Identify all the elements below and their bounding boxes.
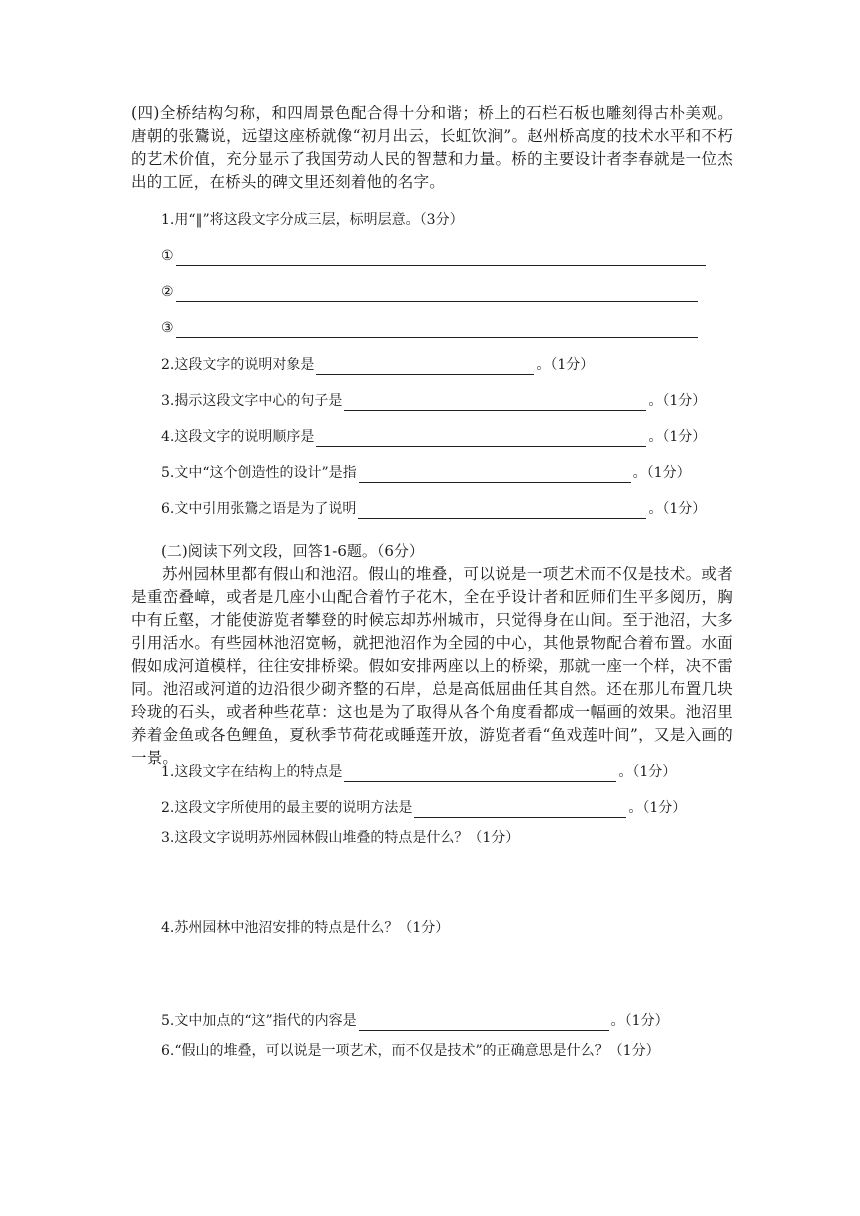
layer-3-answer-blank[interactable] [176, 321, 698, 338]
s4-q2-suffix: 。（1分） [536, 357, 595, 373]
s2-q4-text: 4.苏州园林中池沼安排的特点是什么？（1分） [161, 920, 450, 936]
section2-paragraph: 苏州园林里都有假山和池沼。假山的堆叠，可以说是一项艺术而不仅是技术。或者是重峦叠嶂，或者是几座小山配合着竹子花木，全在乎设计者和匠师们生平多阅历，胸中有丘壑，才能使游览者攀登的时候忘却苏州城市，只觉得身在山间。至于池沼，大多引用活水。有些园林池沼宽畅，就把池沼作为全园的中心，其他景物配合着布置。水面假如成河道模样，往往安排桥梁。假如安排两座以上的桥梁，那就一座一个样，决不雷同。池沼或河道的边沿很少砌齐整的石岸，总是高低屈曲任其自然。还在那儿布置几块玲珑的石头，或者种些花草：这也是为了取得从各个角度看都成一幅画的效果。池沼里养着金鱼或各色鲤鱼，夏秋季节荷花或睡莲开放，游览者看“鱼戏莲叶间”，又是入画的一景。 [131, 565, 733, 767]
section4-paragraph: (四)全桥结构匀称，和四周景色配合得十分和谐；桥上的石栏石板也雕刻得古朴美观。唐朝的张鷟说，远望这座桥就像“初月出云，长虹饮涧”。赵州桥高度的技术水平和不朽的艺术价值，充分显示了我国劳动人民的智慧和力量。桥的主要设计者李春就是一位杰出的工匠，在桥头的碑文里还刻着他的名字。 [131, 104, 733, 191]
s4-layer-1-line [161, 246, 708, 266]
s4-question-1 [161, 210, 464, 230]
s2-q3-text: 3.这段文字说明苏州园林假山堆叠的特点是什么？（1分） [161, 830, 520, 846]
s2-q2-answer-blank[interactable] [414, 801, 626, 818]
s4-q2-prefix: 2.这段文字的说明对象是 [161, 357, 315, 373]
s4-q5-answer-blank[interactable] [359, 466, 631, 483]
s2-q5-prefix: 5.文中加点的“这”指代的内容是 [161, 1013, 357, 1029]
s2-q5-answer-blank[interactable] [359, 1014, 609, 1031]
s4-question-4 [161, 427, 706, 447]
s2-q5-suffix: 。（1分） [610, 1013, 669, 1029]
s2-question-4 [161, 918, 449, 938]
layer-1-answer-blank[interactable] [176, 249, 706, 266]
layer-2-marker: ② [161, 284, 174, 300]
s4-q1-text: 1.用“‖”将这段文字分成三层，标明层意。（3分） [161, 212, 464, 228]
layer-1-marker: ① [161, 248, 174, 264]
s4-question-6 [161, 499, 706, 519]
s2-question-2 [161, 798, 686, 818]
s2-q2-suffix: 。（1分） [628, 800, 687, 816]
s4-question-5 [161, 463, 691, 483]
s2-question-6 [161, 1041, 660, 1061]
s2-q2-prefix: 2.这段文字所使用的最主要的说明方法是 [161, 800, 413, 816]
s2-q1-suffix: 。（1分） [618, 764, 677, 780]
s4-layer-2-line [161, 282, 700, 302]
s4-question-3 [161, 391, 706, 411]
s2-question-5 [161, 1011, 669, 1031]
s4-q6-suffix: 。（1分） [648, 501, 707, 517]
s2-question-1 [161, 762, 676, 782]
s4-q4-suffix: 。（1分） [648, 429, 707, 445]
s2-question-3 [161, 828, 519, 848]
s4-layer-3-line [161, 318, 700, 338]
s4-q3-prefix: 3.揭示这段文字中心的句子是 [161, 393, 343, 409]
s4-q6-answer-blank[interactable] [358, 502, 646, 519]
section2-heading: (二)阅读下列文段，回答1-6题。（6分） [161, 542, 424, 560]
s4-q4-prefix: 4.这段文字的说明顺序是 [161, 429, 315, 445]
s4-q2-answer-blank[interactable] [316, 358, 534, 375]
s4-q6-prefix: 6.文中引用张鷟之语是为了说明 [161, 501, 357, 517]
layer-3-marker: ③ [161, 320, 174, 336]
s2-q1-prefix: 1.这段文字在结构上的特点是 [161, 764, 343, 780]
s4-q5-suffix: 。（1分） [632, 465, 691, 481]
s2-q1-answer-blank[interactable] [344, 765, 616, 782]
s2-q6-text: 6.“假山的堆叠，可以说是一项艺术，而不仅是技术”的正确意思是什么？（1分） [161, 1043, 660, 1059]
s4-q3-suffix: 。（1分） [648, 393, 707, 409]
s4-q3-answer-blank[interactable] [344, 394, 646, 411]
s4-q5-prefix: 5.文中“这个创造性的设计”是指 [161, 465, 357, 481]
s4-question-2 [161, 355, 594, 375]
s4-q4-answer-blank[interactable] [316, 430, 646, 447]
layer-2-answer-blank[interactable] [176, 285, 698, 302]
